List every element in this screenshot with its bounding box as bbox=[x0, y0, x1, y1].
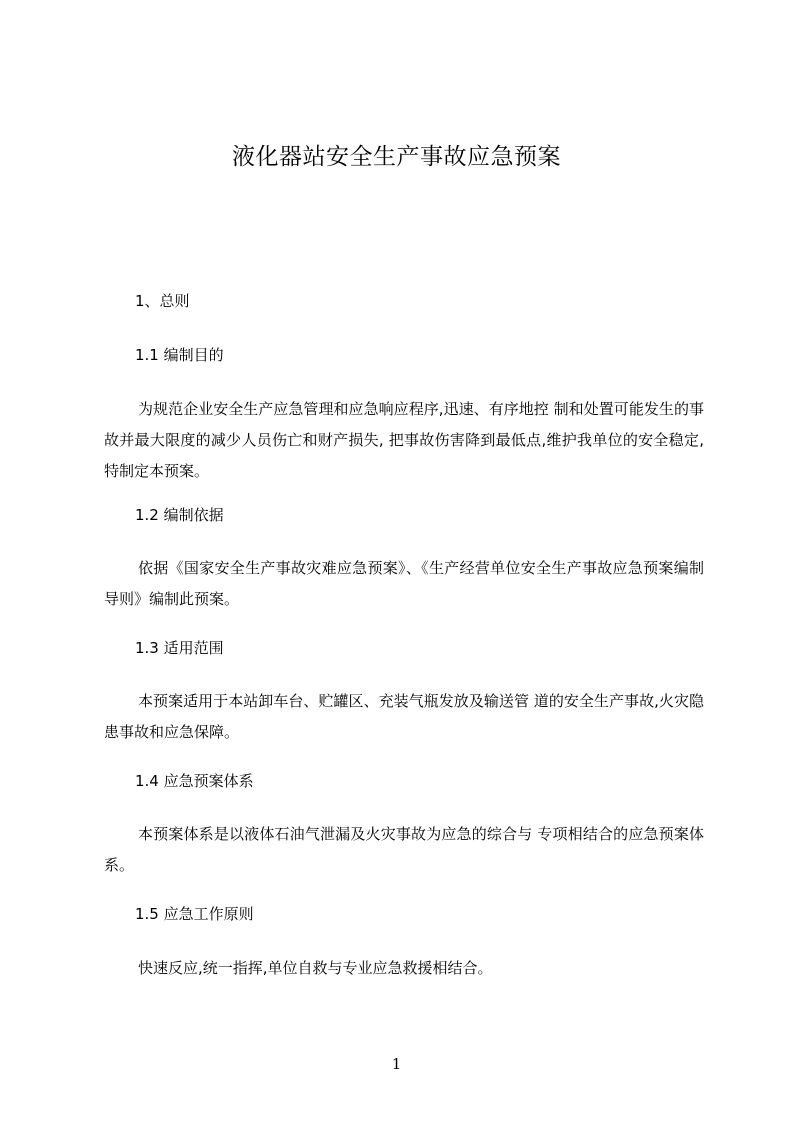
section-heading-system: 1.4 应急预案体系 bbox=[135, 772, 254, 790]
page-number: 1 bbox=[391, 1055, 402, 1073]
section-heading-general: 1、总则 bbox=[135, 292, 190, 310]
section-heading-basis: 1.2 编制依据 bbox=[135, 506, 224, 524]
section-body-basis: 依据《国家安全生产事故灾难应急预案》、《生产经营单位安全生产事故应急预案编制导则》编制此预案。 bbox=[104, 559, 704, 608]
section-body-purpose: 为规范企业安全生产应急管理和应急响应程序,迅速、有序地控 制和处置可能发生的事故并最大限度的减少人员伤亡和财产损失, 把事故伤害降到最低点,维护我单位的安全稳定,特制定本预案。 bbox=[104, 400, 704, 480]
section-heading-scope: 1.3 适用范围 bbox=[135, 639, 224, 657]
section-heading-principles: 1.5 应急工作原则 bbox=[135, 905, 254, 923]
section-body-system: 本预案体系是以液体石油气泄漏及火灾事故为应急的综合与 专项相结合的应急预案体系。 bbox=[104, 825, 704, 874]
section-heading-purpose: 1.1 编制目的 bbox=[135, 346, 224, 364]
document-title: 液化器站安全生产事故应急预案 bbox=[232, 144, 561, 170]
section-body-principles: 快速反应,统一指挥,单位自救与专业应急救援相结合。 bbox=[138, 959, 493, 977]
section-body-scope: 本预案适用于本站卸车台、贮罐区、充装气瓶发放及输送管 道的安全生产事故,火灾隐患事故和应急保障。 bbox=[104, 692, 704, 741]
